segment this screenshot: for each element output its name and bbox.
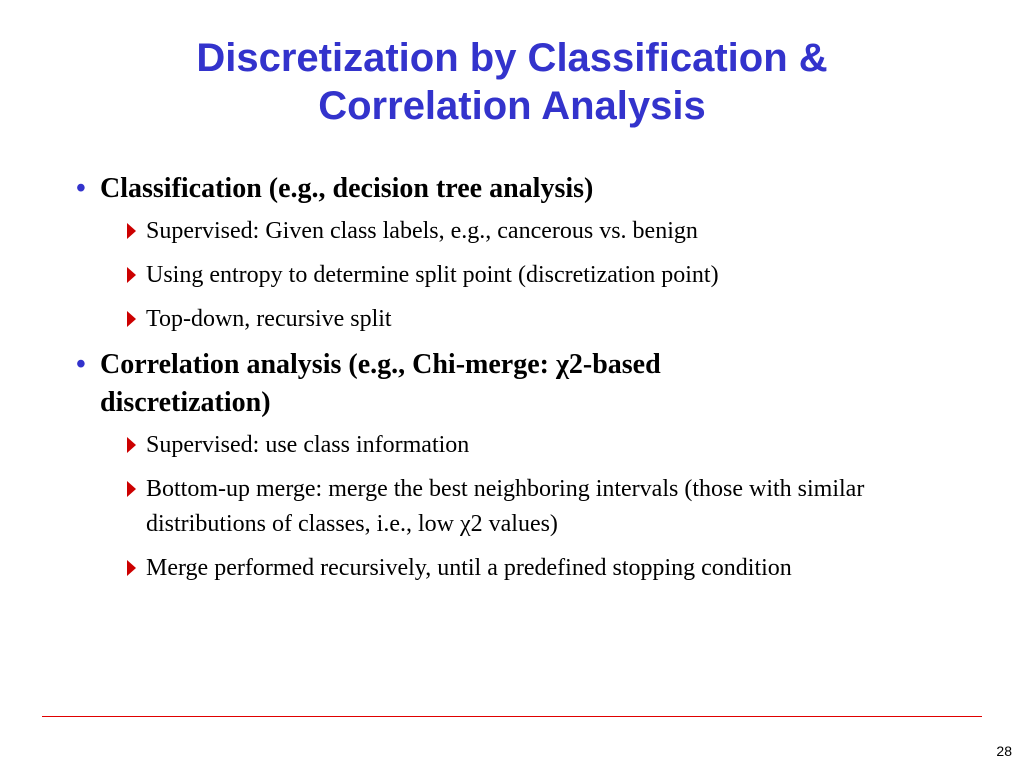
sub-bullet-text: Supervised: use class information	[146, 432, 470, 458]
bullet-classification	[74, 170, 974, 208]
slide-content	[74, 170, 974, 595]
round-bullet-icon: •	[76, 349, 86, 380]
sub-bullet	[74, 302, 974, 337]
footer-divider	[42, 716, 982, 717]
bullet-text-line-2: discretization)	[100, 387, 271, 418]
sub-bullet-text: Using entropy to determine split point (discretization point)	[146, 262, 719, 288]
title-line-1: Discretization by Classification &	[196, 36, 828, 80]
sub-bullet	[74, 258, 974, 293]
sub-bullet	[74, 551, 974, 586]
bullet-text-line-1: Correlation analysis (e.g., Chi-merge: χ2-based	[100, 349, 661, 380]
sub-bullet-text: Merge performed recursively, until a predefined stopping condition	[146, 555, 792, 581]
right-triangle-icon	[127, 267, 136, 283]
sub-bullet-text: Bottom-up merge: merge the best neighboring intervals (those with similar distributions of classes, i.e., low χ2 values)	[146, 476, 865, 537]
bullet-text: Classification (e.g., decision tree analysis)	[100, 173, 594, 204]
slide-title	[0, 34, 1024, 130]
right-triangle-icon	[127, 223, 136, 239]
sub-bullet-text: Supervised: Given class labels, e.g., cancerous vs. benign	[146, 218, 698, 244]
right-triangle-icon	[127, 437, 136, 453]
right-triangle-icon	[127, 560, 136, 576]
round-bullet-icon: •	[76, 173, 86, 204]
page-number: 28	[996, 743, 1012, 759]
sub-bullet	[74, 214, 974, 249]
sub-bullet	[74, 428, 974, 463]
bullet-correlation	[74, 346, 974, 422]
sub-bullet-text: Top-down, recursive split	[146, 306, 392, 332]
title-line-2: Correlation Analysis	[318, 84, 706, 128]
right-triangle-icon	[127, 481, 136, 497]
sub-bullet	[74, 472, 974, 542]
right-triangle-icon	[127, 311, 136, 327]
